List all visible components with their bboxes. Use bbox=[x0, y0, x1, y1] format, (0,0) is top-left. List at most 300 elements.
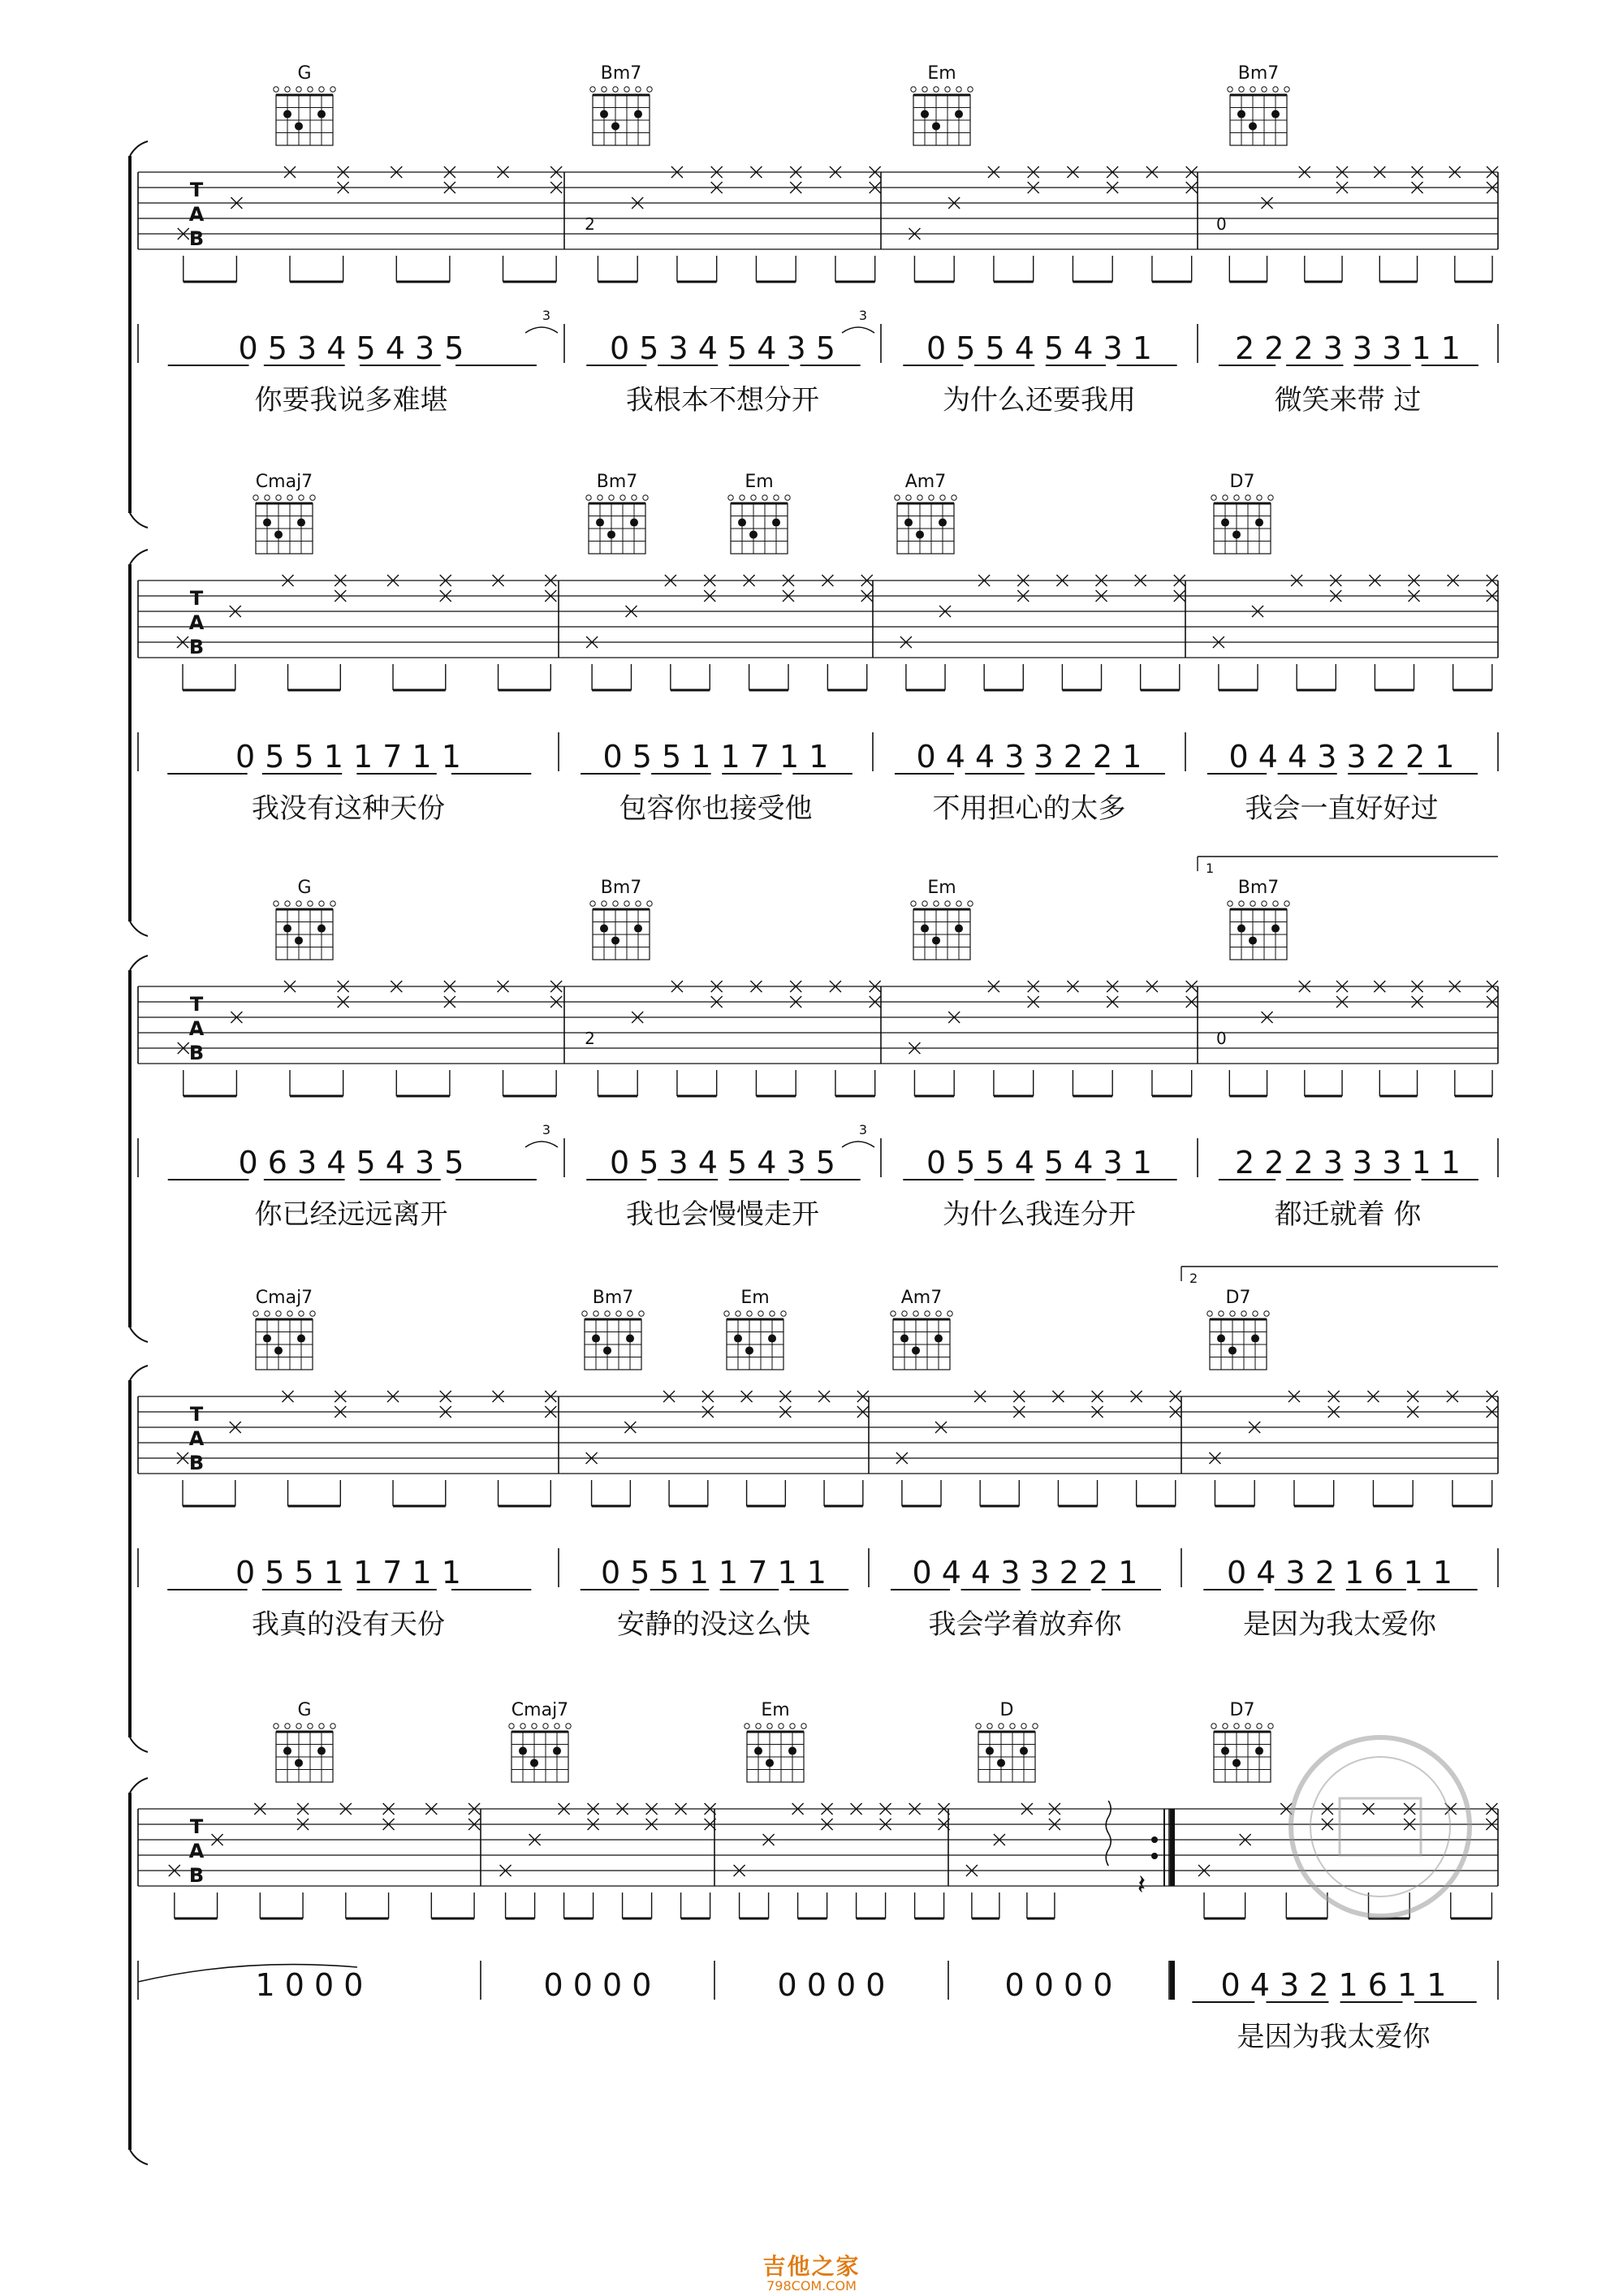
lyrics-text: 都迁就着 你 bbox=[1274, 1198, 1422, 1231]
finger-dot bbox=[788, 1747, 796, 1755]
chord-diagram bbox=[891, 1288, 952, 1370]
tab-clef-letter: A bbox=[188, 1427, 205, 1450]
open-string-mark bbox=[1273, 87, 1278, 92]
open-string-mark bbox=[624, 901, 629, 906]
finger-dot bbox=[611, 936, 619, 944]
chord-name: D7 bbox=[1229, 1700, 1255, 1720]
open-string-mark bbox=[647, 87, 652, 92]
lyrics-text: 安静的没这么快 bbox=[617, 1608, 810, 1641]
tab-clef-letter: T bbox=[189, 587, 204, 610]
volta-number: 2 bbox=[1189, 1271, 1198, 1286]
numbered-notation: 2 2 2 3 3 3 1 1 bbox=[1235, 1145, 1461, 1180]
lyrics-text: 是因为我太爱你 bbox=[1237, 2021, 1431, 2053]
numbered-notation: 1 0 0 0 bbox=[255, 1967, 364, 2003]
open-string-mark bbox=[747, 1311, 752, 1316]
finger-dot bbox=[317, 925, 326, 933]
tab-clef-letter: B bbox=[188, 1864, 205, 1887]
finger-dot bbox=[1020, 1747, 1028, 1755]
finger-dot bbox=[932, 122, 940, 130]
lyrics-text: 你已经远远离开 bbox=[254, 1198, 448, 1231]
open-string-mark bbox=[602, 87, 606, 92]
tab-clef-letter: A bbox=[188, 1017, 205, 1040]
finger-dot bbox=[766, 1759, 774, 1767]
numbered-notation: 0 0 0 0 bbox=[543, 1967, 652, 2003]
open-string-mark bbox=[1223, 495, 1228, 500]
open-string-mark bbox=[532, 1724, 537, 1728]
finger-dot bbox=[955, 925, 963, 933]
open-string-mark bbox=[1268, 495, 1273, 500]
open-string-mark bbox=[1230, 1311, 1235, 1316]
finger-dot bbox=[1221, 1747, 1229, 1755]
open-string-mark bbox=[762, 495, 767, 500]
finger-dot bbox=[1249, 936, 1257, 944]
open-string-mark bbox=[639, 1311, 644, 1316]
open-string-mark bbox=[253, 495, 258, 500]
finger-dot bbox=[295, 122, 303, 130]
finger-dot bbox=[1221, 519, 1229, 527]
open-string-mark bbox=[913, 1311, 918, 1316]
numbered-notation: 0 6 3 4 5 4 3 5 bbox=[238, 1145, 464, 1180]
site-name: 吉他之家 bbox=[762, 2253, 861, 2280]
open-string-mark bbox=[632, 495, 637, 500]
open-string-mark bbox=[911, 901, 916, 906]
open-string-mark bbox=[276, 495, 281, 500]
bracket-hook bbox=[130, 550, 148, 564]
chord-diagram bbox=[586, 472, 648, 554]
lyrics-text: 我会学着放弃你 bbox=[928, 1608, 1122, 1641]
numbered-notation: 0 4 4 3 3 2 2 1 bbox=[912, 1555, 1138, 1590]
open-string-mark bbox=[929, 495, 934, 500]
chord-name: Bm7 bbox=[592, 1288, 634, 1308]
open-string-mark bbox=[616, 1311, 621, 1316]
chord-diagram bbox=[728, 472, 790, 554]
numbered-notation: 0 4 4 3 3 2 2 1 bbox=[916, 739, 1142, 775]
finger-dot bbox=[317, 110, 326, 119]
open-string-mark bbox=[598, 495, 602, 500]
open-string-mark bbox=[265, 495, 270, 500]
open-string-mark bbox=[917, 495, 922, 500]
bracket-hook bbox=[130, 921, 148, 936]
open-string-mark bbox=[613, 87, 618, 92]
open-string-mark bbox=[1021, 1724, 1026, 1728]
open-string-mark bbox=[1262, 901, 1267, 906]
open-string-mark bbox=[922, 901, 927, 906]
chord-diagram bbox=[911, 63, 973, 145]
chord-name: Bm7 bbox=[1237, 878, 1280, 898]
tab-fret-number: 2 bbox=[585, 214, 595, 234]
finger-dot bbox=[630, 519, 638, 527]
open-string-mark bbox=[968, 901, 973, 906]
finger-dot bbox=[1228, 1346, 1237, 1354]
open-string-mark bbox=[934, 901, 939, 906]
finger-dot bbox=[263, 519, 271, 527]
chord-name: D7 bbox=[1225, 1288, 1251, 1308]
finger-dot bbox=[634, 925, 642, 933]
open-string-mark bbox=[265, 1311, 270, 1316]
open-string-mark bbox=[952, 495, 956, 500]
numbered-notation: 0 5 5 4 5 4 3 1 bbox=[926, 330, 1152, 366]
chord-diagram bbox=[253, 472, 315, 554]
open-string-mark bbox=[566, 1724, 571, 1728]
chord-diagram bbox=[253, 1288, 315, 1370]
finger-dot bbox=[600, 925, 608, 933]
repeat-dot bbox=[1151, 1853, 1158, 1859]
bracket-hook bbox=[130, 141, 148, 156]
finger-dot bbox=[1251, 1335, 1259, 1343]
open-string-mark bbox=[299, 495, 304, 500]
open-string-mark bbox=[636, 901, 641, 906]
chord-diagram bbox=[509, 1700, 571, 1782]
open-string-mark bbox=[274, 901, 278, 906]
open-string-mark bbox=[1253, 1311, 1258, 1316]
open-string-mark bbox=[647, 901, 652, 906]
finger-dot bbox=[1271, 110, 1280, 119]
numbered-notation: 0 5 3 4 5 4 3 5 bbox=[238, 330, 464, 366]
open-string-mark bbox=[310, 495, 315, 500]
finger-dot bbox=[295, 936, 303, 944]
open-string-mark bbox=[602, 901, 606, 906]
open-string-mark bbox=[543, 1724, 548, 1728]
open-string-mark bbox=[636, 87, 641, 92]
lyrics-text: 为什么我连分开 bbox=[943, 1198, 1136, 1231]
finger-dot bbox=[738, 519, 746, 527]
open-string-mark bbox=[299, 1311, 304, 1316]
finger-dot bbox=[297, 519, 305, 527]
finger-dot bbox=[921, 110, 929, 119]
tab-clef-letter: T bbox=[189, 1403, 204, 1426]
chord-diagram bbox=[582, 1288, 644, 1370]
chord-name: Am7 bbox=[904, 472, 947, 492]
finger-dot bbox=[1237, 110, 1245, 119]
chord-name: Em bbox=[761, 1700, 790, 1720]
bracket-hook bbox=[130, 2150, 148, 2164]
chord-diagram bbox=[1228, 63, 1289, 145]
numbered-notation: 2 2 2 3 3 3 1 1 bbox=[1235, 330, 1461, 366]
numbered-notation: 0 5 5 1 1 7 1 1 bbox=[235, 739, 461, 775]
open-string-mark bbox=[555, 1724, 559, 1728]
open-string-mark bbox=[1239, 901, 1244, 906]
open-string-mark bbox=[976, 1724, 981, 1728]
open-string-mark bbox=[925, 1311, 930, 1316]
open-string-mark bbox=[1257, 1724, 1262, 1728]
open-string-mark bbox=[285, 1724, 290, 1728]
seal-center bbox=[1340, 1798, 1421, 1855]
open-string-mark bbox=[947, 1311, 952, 1316]
open-string-mark bbox=[999, 1724, 1004, 1728]
open-string-mark bbox=[1207, 1311, 1212, 1316]
chord-name: G bbox=[297, 63, 312, 84]
open-string-mark bbox=[1273, 901, 1278, 906]
lyrics-text: 我会一直好好过 bbox=[1245, 792, 1439, 825]
open-string-mark bbox=[319, 901, 324, 906]
chord-name: Bm7 bbox=[1237, 63, 1280, 84]
finger-dot bbox=[1232, 1759, 1241, 1767]
site-url: 798COM.COM bbox=[766, 2278, 857, 2294]
tab-clef-letter: B bbox=[188, 227, 205, 250]
open-string-mark bbox=[296, 1724, 301, 1728]
chord-diagram bbox=[1211, 472, 1273, 554]
chord-diagram bbox=[274, 1700, 335, 1782]
numbered-notation: 0 5 5 4 5 4 3 1 bbox=[926, 1145, 1152, 1180]
open-string-mark bbox=[1234, 495, 1239, 500]
open-string-mark bbox=[736, 1311, 740, 1316]
open-string-mark bbox=[285, 87, 290, 92]
open-string-mark bbox=[724, 1311, 729, 1316]
open-string-mark bbox=[945, 901, 950, 906]
finger-dot bbox=[772, 519, 780, 527]
finger-dot bbox=[592, 1335, 600, 1343]
score-row bbox=[130, 63, 1498, 528]
open-string-mark bbox=[728, 495, 733, 500]
chord-diagram bbox=[976, 1700, 1038, 1782]
tab-clef-letter: A bbox=[188, 1840, 205, 1862]
open-string-mark bbox=[1257, 495, 1262, 500]
chord-name: D7 bbox=[1229, 472, 1255, 492]
open-string-mark bbox=[605, 1311, 610, 1316]
tab-clef-letter: B bbox=[188, 1452, 205, 1474]
tab-clef-letter: T bbox=[189, 179, 204, 201]
watermark-seal bbox=[1291, 1737, 1470, 1916]
numbered-notation: 0 4 3 2 1 6 1 1 bbox=[1227, 1555, 1452, 1590]
finger-dot bbox=[607, 530, 615, 538]
finger-dot bbox=[1232, 530, 1241, 538]
tab-fret-number: 0 bbox=[1215, 1029, 1227, 1048]
open-string-mark bbox=[1239, 87, 1244, 92]
chord-name: Bm7 bbox=[596, 472, 638, 492]
bracket-hook bbox=[130, 1366, 148, 1380]
chord-name: G bbox=[297, 1700, 312, 1720]
rest-symbol: 𝄽 bbox=[1137, 1869, 1146, 1901]
open-string-mark bbox=[1228, 901, 1232, 906]
tab-fret-number: 0 bbox=[1215, 214, 1227, 234]
lyrics-text: 不用担心的太多 bbox=[932, 792, 1126, 825]
open-string-mark bbox=[620, 495, 625, 500]
open-string-mark bbox=[582, 1311, 587, 1316]
volta-number: 1 bbox=[1206, 861, 1215, 876]
open-string-mark bbox=[758, 1311, 763, 1316]
open-string-mark bbox=[609, 495, 614, 500]
open-string-mark bbox=[1250, 87, 1255, 92]
finger-dot bbox=[904, 519, 913, 527]
open-string-mark bbox=[756, 1724, 761, 1728]
open-string-mark bbox=[751, 495, 756, 500]
open-string-mark bbox=[945, 87, 950, 92]
chord-name: Cmaj7 bbox=[511, 1700, 569, 1720]
lyrics-text: 包容你也接受他 bbox=[619, 792, 813, 825]
open-string-mark bbox=[1284, 87, 1289, 92]
open-string-mark bbox=[1211, 1724, 1216, 1728]
open-string-mark bbox=[1250, 901, 1255, 906]
triplet-arc bbox=[842, 327, 874, 333]
chord-diagram bbox=[895, 472, 956, 554]
numbered-notation: 0 5 5 1 1 7 1 1 bbox=[602, 739, 829, 775]
open-string-mark bbox=[779, 1724, 783, 1728]
finger-dot bbox=[283, 110, 291, 119]
finger-dot bbox=[297, 1335, 305, 1343]
triplet-arc bbox=[842, 1142, 874, 1147]
open-string-mark bbox=[330, 1724, 335, 1728]
open-string-mark bbox=[509, 1724, 514, 1728]
chord-name: Am7 bbox=[900, 1288, 943, 1308]
open-string-mark bbox=[770, 1311, 775, 1316]
finger-dot bbox=[283, 925, 291, 933]
open-string-mark bbox=[1264, 1311, 1269, 1316]
open-string-mark bbox=[1010, 1724, 1015, 1728]
triplet-arc bbox=[525, 327, 558, 333]
finger-dot bbox=[749, 530, 758, 538]
finger-dot bbox=[263, 1335, 271, 1343]
numbered-notation: 0 4 4 3 3 2 2 1 bbox=[1228, 739, 1455, 775]
site-footer bbox=[0, 2249, 1623, 2294]
finger-dot bbox=[912, 1346, 920, 1354]
open-string-mark bbox=[1241, 1311, 1246, 1316]
lyrics-text: 我真的没有天份 bbox=[252, 1608, 445, 1641]
open-string-mark bbox=[1245, 495, 1250, 500]
finger-dot bbox=[519, 1747, 527, 1755]
open-string-mark bbox=[740, 495, 745, 500]
chord-diagram bbox=[274, 63, 335, 145]
score-row bbox=[130, 1700, 1498, 2164]
triplet-mark: 3 bbox=[542, 1122, 551, 1137]
finger-dot bbox=[986, 1747, 994, 1755]
triplet-mark: 3 bbox=[858, 1122, 868, 1137]
open-string-mark bbox=[767, 1724, 772, 1728]
open-string-mark bbox=[940, 495, 945, 500]
chord-diagram bbox=[590, 63, 652, 145]
finger-dot bbox=[745, 1346, 753, 1354]
open-string-mark bbox=[1284, 901, 1289, 906]
finger-dot bbox=[274, 530, 283, 538]
chord-name: D bbox=[999, 1700, 1014, 1720]
finger-dot bbox=[295, 1759, 303, 1767]
open-string-mark bbox=[308, 901, 313, 906]
open-string-mark bbox=[624, 87, 629, 92]
open-string-mark bbox=[774, 495, 779, 500]
finger-dot bbox=[1255, 519, 1263, 527]
open-string-mark bbox=[308, 87, 313, 92]
seal-inner-ring bbox=[1310, 1757, 1450, 1897]
open-string-mark bbox=[895, 495, 900, 500]
finger-dot bbox=[600, 110, 608, 119]
lyrics-text: 是因为我太爱你 bbox=[1243, 1608, 1436, 1641]
finger-dot bbox=[768, 1335, 776, 1343]
open-string-mark bbox=[781, 1311, 786, 1316]
bracket-hook bbox=[130, 1737, 148, 1752]
chord-diagram bbox=[274, 878, 335, 960]
tab-clef-letter: B bbox=[188, 636, 205, 658]
open-string-mark bbox=[296, 901, 301, 906]
triplet-arc bbox=[525, 1142, 558, 1147]
open-string-mark bbox=[1262, 87, 1267, 92]
open-string-mark bbox=[319, 87, 324, 92]
finger-dot bbox=[1217, 1335, 1225, 1343]
open-string-mark bbox=[308, 1724, 313, 1728]
open-string-mark bbox=[296, 87, 301, 92]
finger-dot bbox=[553, 1747, 561, 1755]
lyrics-text: 我根本不想分开 bbox=[626, 384, 819, 416]
open-string-mark bbox=[310, 1311, 315, 1316]
open-string-mark bbox=[285, 901, 290, 906]
chord-diagram bbox=[911, 878, 973, 960]
open-string-mark bbox=[1228, 87, 1232, 92]
open-string-mark bbox=[520, 1724, 525, 1728]
bracket-hook bbox=[130, 1778, 148, 1793]
finger-dot bbox=[900, 1335, 909, 1343]
chord-name: Em bbox=[927, 63, 956, 84]
open-string-mark bbox=[911, 87, 916, 92]
finger-dot bbox=[596, 519, 604, 527]
numbered-notation: 0 0 0 0 bbox=[777, 1967, 886, 2003]
finger-dot bbox=[997, 1759, 1005, 1767]
open-string-mark bbox=[1223, 1724, 1228, 1728]
chord-diagram bbox=[724, 1288, 786, 1370]
bracket-hook bbox=[130, 513, 148, 528]
finger-dot bbox=[916, 530, 924, 538]
finger-dot bbox=[283, 1747, 291, 1755]
open-string-mark bbox=[956, 901, 961, 906]
tab-clef-letter: T bbox=[189, 1815, 204, 1838]
numbered-notation: 0 5 3 4 5 4 3 5 bbox=[610, 1145, 835, 1180]
finger-dot bbox=[921, 925, 929, 933]
tab-clef-letter: T bbox=[189, 993, 204, 1016]
numbered-notation: 0 5 5 1 1 7 1 1 bbox=[235, 1555, 461, 1590]
finger-dot bbox=[932, 936, 940, 944]
open-string-mark bbox=[785, 495, 790, 500]
chord-diagram bbox=[745, 1700, 806, 1782]
finger-dot bbox=[634, 110, 642, 119]
finger-dot bbox=[955, 110, 963, 119]
open-string-mark bbox=[330, 87, 335, 92]
open-string-mark bbox=[253, 1311, 258, 1316]
finger-dot bbox=[317, 1747, 326, 1755]
finger-dot bbox=[1249, 122, 1257, 130]
chord-name: Em bbox=[745, 472, 774, 492]
arpeggio-mark bbox=[1106, 1801, 1111, 1866]
lyrics-text: 我也会慢慢走开 bbox=[626, 1198, 819, 1231]
finger-dot bbox=[1271, 925, 1280, 933]
open-string-mark bbox=[922, 87, 927, 92]
open-string-mark bbox=[745, 1724, 749, 1728]
open-string-mark bbox=[319, 1724, 324, 1728]
open-string-mark bbox=[276, 1311, 281, 1316]
numbered-notation: 0 5 5 1 1 7 1 1 bbox=[601, 1555, 827, 1590]
open-string-mark bbox=[956, 87, 961, 92]
finger-dot bbox=[274, 1346, 283, 1354]
finger-dot bbox=[1237, 925, 1245, 933]
finger-dot bbox=[754, 1747, 762, 1755]
chord-name: Cmaj7 bbox=[255, 472, 313, 492]
open-string-mark bbox=[287, 1311, 292, 1316]
chord-diagram bbox=[1211, 1700, 1273, 1782]
chord-name: Cmaj7 bbox=[255, 1288, 313, 1308]
open-string-mark bbox=[1234, 1724, 1239, 1728]
triplet-mark: 3 bbox=[858, 308, 868, 323]
open-string-mark bbox=[274, 1724, 278, 1728]
numbered-notation: 0 0 0 0 bbox=[1004, 1967, 1113, 2003]
finger-dot bbox=[935, 1335, 943, 1343]
seal-ring bbox=[1291, 1737, 1470, 1916]
open-string-mark bbox=[586, 495, 591, 500]
open-string-mark bbox=[1268, 1724, 1273, 1728]
open-string-mark bbox=[934, 87, 939, 92]
open-string-mark bbox=[790, 1724, 795, 1728]
bracket-hook bbox=[130, 956, 148, 970]
tab-fret-number: 2 bbox=[585, 1029, 595, 1048]
tab-clef-letter: A bbox=[188, 203, 205, 226]
open-string-mark bbox=[590, 87, 595, 92]
bracket-hook bbox=[130, 1327, 148, 1342]
open-string-mark bbox=[891, 1311, 896, 1316]
